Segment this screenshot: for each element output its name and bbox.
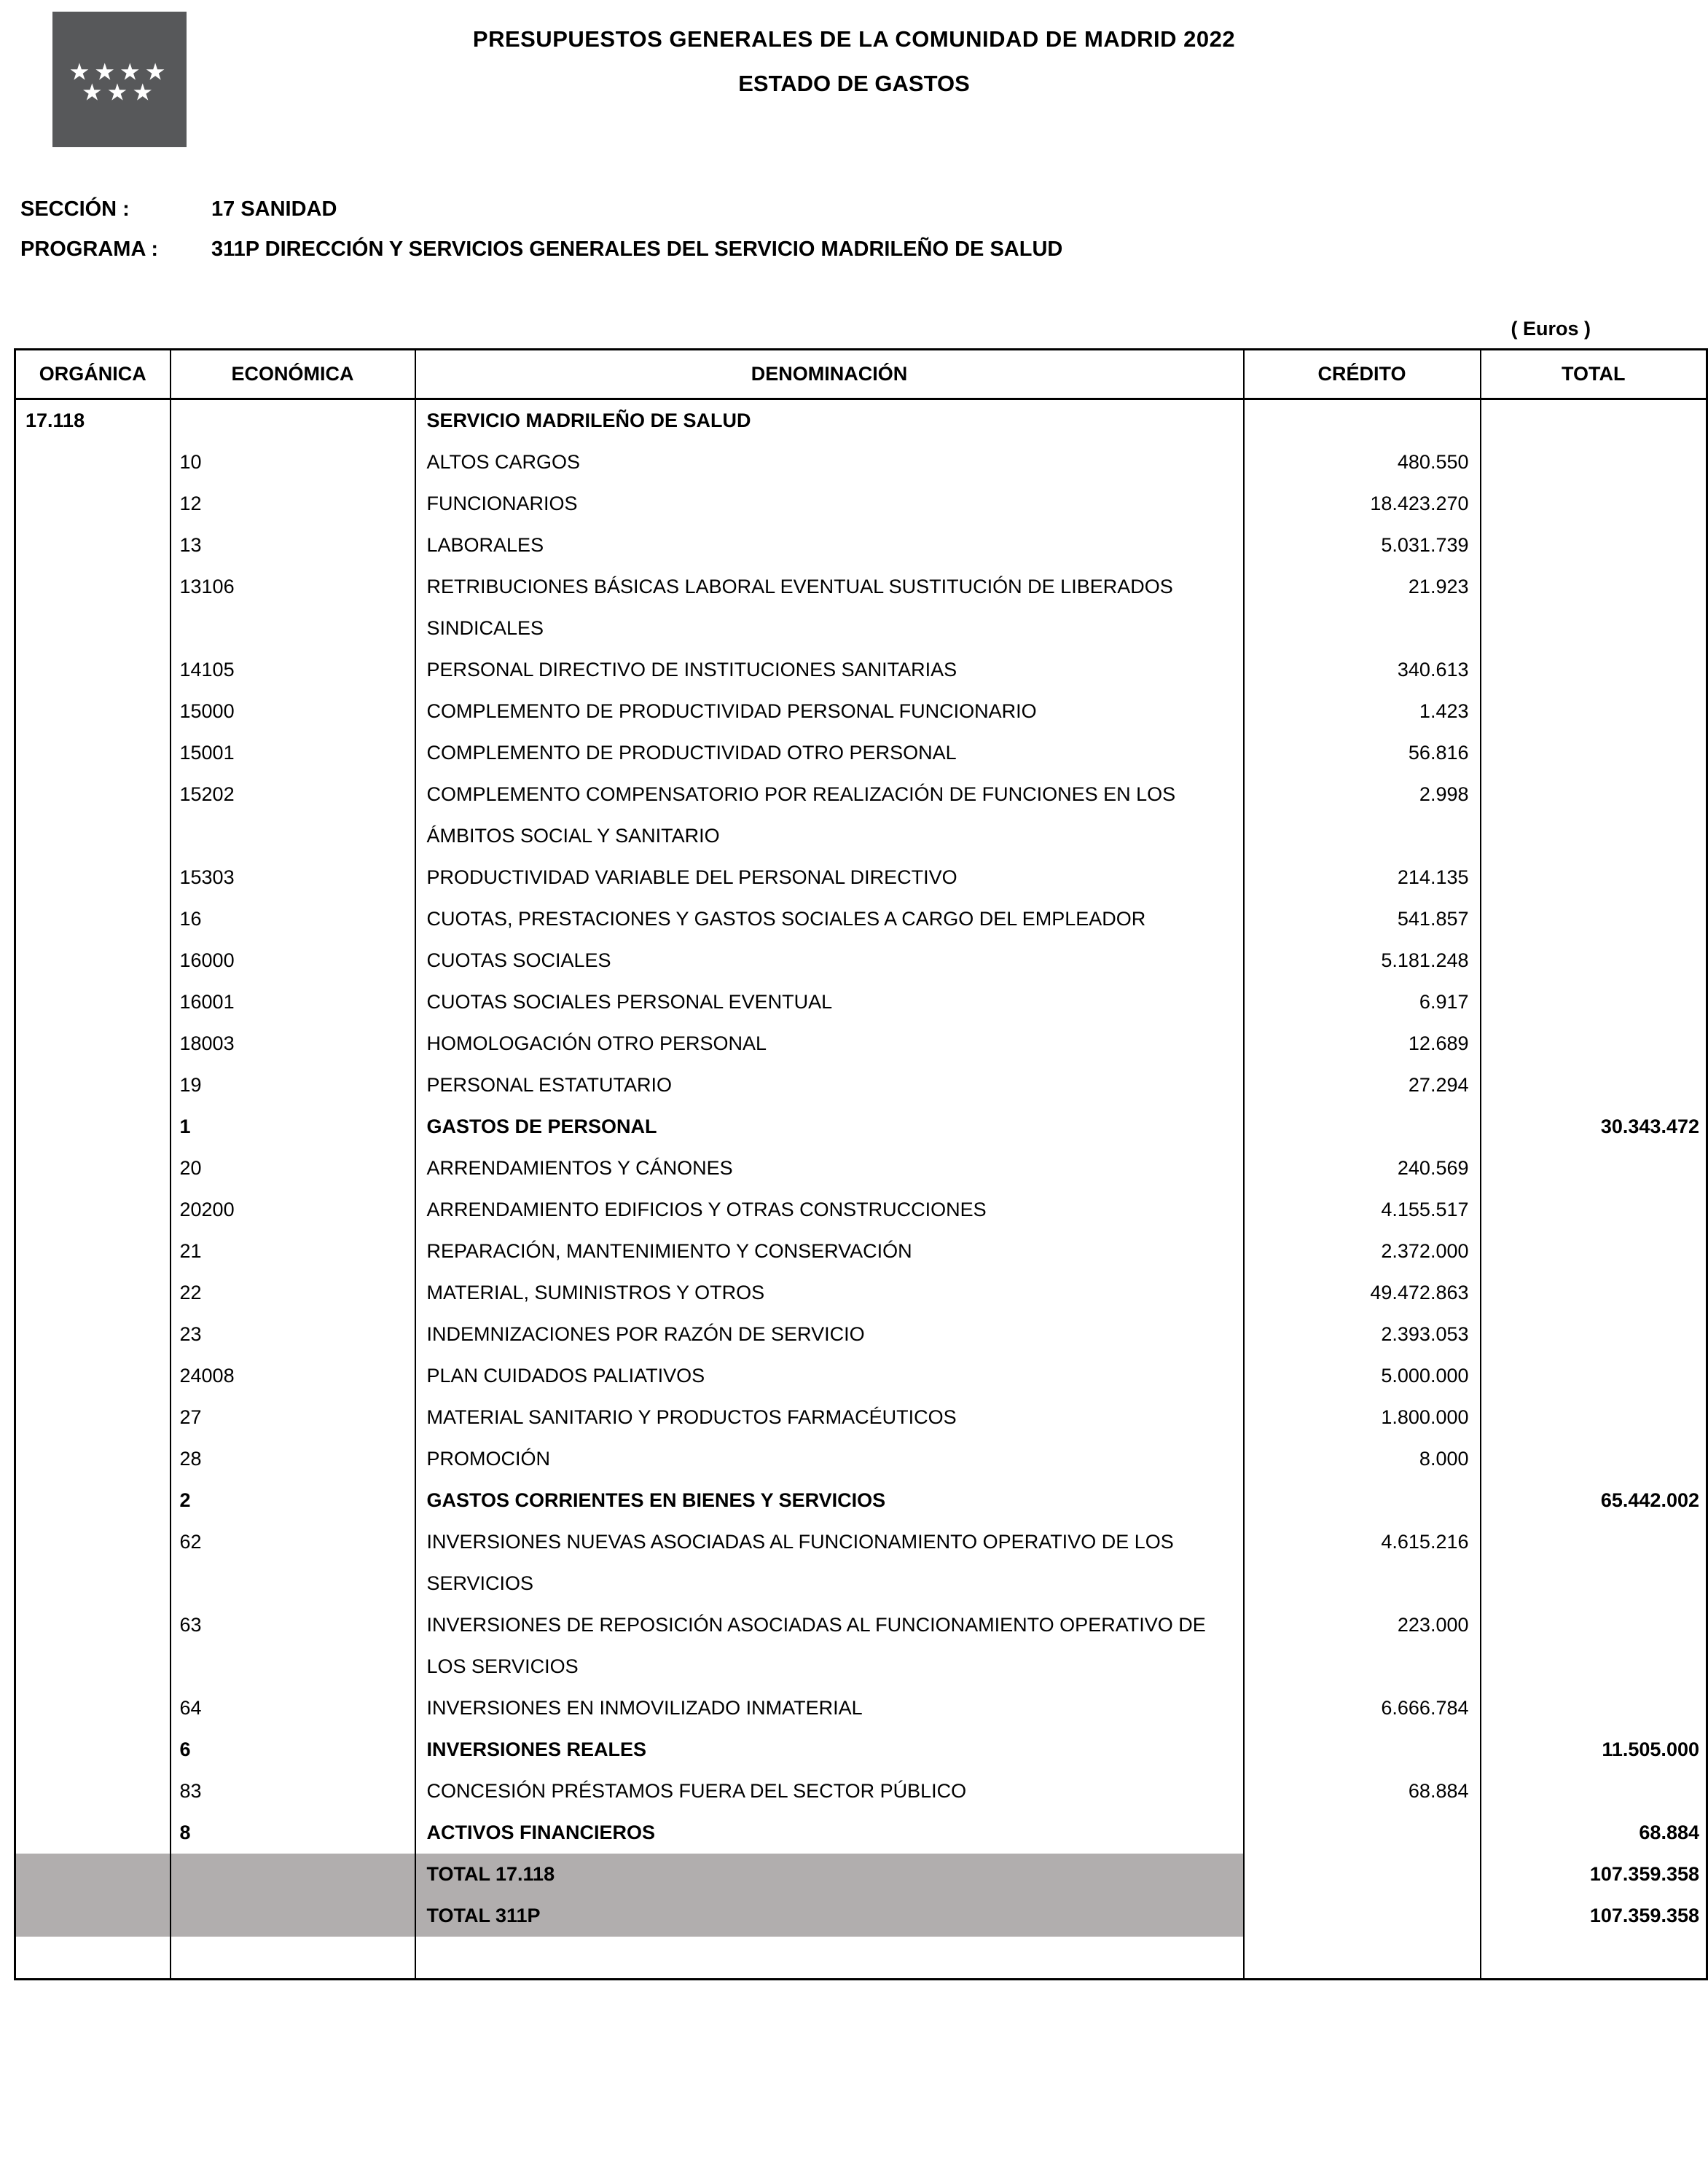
cell-total: [1481, 898, 1707, 940]
cell-credito: [1244, 1480, 1481, 1521]
cell-credito: 5.181.248: [1244, 940, 1481, 981]
cell-total: [1481, 1023, 1707, 1064]
cell-denominacion: CUOTAS SOCIALES: [415, 940, 1244, 981]
cell-economica: 15000: [171, 691, 415, 732]
cell-economica: 22: [171, 1272, 415, 1314]
cell-organica: [15, 940, 171, 981]
cell-economica: 18003: [171, 1023, 415, 1064]
cell-economica: 27: [171, 1397, 415, 1438]
table-row: [15, 1064, 1707, 1106]
cell-total: [1481, 566, 1707, 649]
cell-denominacion: CUOTAS SOCIALES PERSONAL EVENTUAL: [415, 981, 1244, 1023]
cell-credito: [1244, 1812, 1481, 1854]
cell-denominacion: GASTOS DE PERSONAL: [415, 1106, 1244, 1148]
cell-economica: 20: [171, 1148, 415, 1189]
cell-total: [1481, 442, 1707, 483]
cell-economica: 23: [171, 1314, 415, 1355]
cell-organica: [15, 1937, 171, 1979]
cell-denominacion: INDEMNIZACIONES POR RAZÓN DE SERVICIO: [415, 1314, 1244, 1355]
table-row: [15, 1854, 1707, 1895]
cell-credito: 2.998: [1244, 774, 1481, 857]
table-row: [15, 442, 1707, 483]
cell-economica: [171, 399, 415, 442]
cell-denominacion: MATERIAL, SUMINISTROS Y OTROS: [415, 1272, 1244, 1314]
table-row: [15, 1812, 1707, 1854]
cell-economica: 15303: [171, 857, 415, 898]
cell-total: [1481, 399, 1707, 442]
cell-credito: 6.666.784: [1244, 1687, 1481, 1729]
cell-credito: [1244, 1895, 1481, 1937]
cell-credito: 56.816: [1244, 732, 1481, 774]
cell-economica: 10: [171, 442, 415, 483]
cell-denominacion: INVERSIONES NUEVAS ASOCIADAS AL FUNCIONAMIENTO OPERATIVO DE LOS SERVICIOS: [415, 1521, 1244, 1604]
table-row: [15, 1231, 1707, 1272]
cell-economica: 63: [171, 1604, 415, 1687]
budget-table: [14, 348, 1708, 1980]
table-row: [15, 1023, 1707, 1064]
cell-credito: 2.372.000: [1244, 1231, 1481, 1272]
cell-denominacion: REPARACIÓN, MANTENIMIENTO Y CONSERVACIÓN: [415, 1231, 1244, 1272]
table-row: [15, 691, 1707, 732]
cell-organica: [15, 1231, 171, 1272]
cell-organica: [15, 1397, 171, 1438]
cell-credito: 5.031.739: [1244, 525, 1481, 566]
cell-total: 65.442.002: [1481, 1480, 1707, 1521]
cell-denominacion: PLAN CUIDADOS PALIATIVOS: [415, 1355, 1244, 1397]
cell-denominacion: GASTOS CORRIENTES EN BIENES Y SERVICIOS: [415, 1480, 1244, 1521]
cell-credito: 21.923: [1244, 566, 1481, 649]
cell-total: [1481, 691, 1707, 732]
cell-organica: [15, 691, 171, 732]
document-title-block: [0, 26, 1708, 97]
programa-row: [20, 230, 1062, 270]
cell-credito: 480.550: [1244, 442, 1481, 483]
cell-total: [1481, 1397, 1707, 1438]
cell-total: [1481, 525, 1707, 566]
cell-denominacion: ARRENDAMIENTOS Y CÁNONES: [415, 1148, 1244, 1189]
cell-total: 11.505.000: [1481, 1729, 1707, 1771]
table-row: [15, 1355, 1707, 1397]
table-row: [15, 483, 1707, 525]
cell-total: 107.359.358: [1481, 1854, 1707, 1895]
table-row: [15, 732, 1707, 774]
cell-credito: 68.884: [1244, 1771, 1481, 1812]
cell-credito: 240.569: [1244, 1148, 1481, 1189]
cell-organica: [15, 1023, 171, 1064]
cell-organica: [15, 1148, 171, 1189]
table-row: [15, 1771, 1707, 1812]
cell-total: [1481, 1521, 1707, 1604]
seccion-row: [20, 189, 1062, 230]
seccion-label: SECCIÓN :: [20, 197, 130, 221]
cell-total: [1481, 1937, 1707, 1979]
cell-organica: [15, 1480, 171, 1521]
col-header-organica: ORGÁNICA: [15, 350, 171, 399]
cell-organica: [15, 442, 171, 483]
cell-denominacion: INVERSIONES DE REPOSICIÓN ASOCIADAS AL FUNCIONAMIENTO OPERATIVO DE LOS SERVICIOS: [415, 1604, 1244, 1687]
cell-denominacion: CUOTAS, PRESTACIONES Y GASTOS SOCIALES A CARGO DEL EMPLEADOR: [415, 898, 1244, 940]
programa-value: 311P DIRECCIÓN Y SERVICIOS GENERALES DEL SERVICIO MADRILEÑO DE SALUD: [211, 238, 1063, 261]
cell-total: [1481, 1272, 1707, 1314]
cell-denominacion: INVERSIONES REALES: [415, 1729, 1244, 1771]
cell-economica: 14105: [171, 649, 415, 691]
cell-total: 30.343.472: [1481, 1106, 1707, 1148]
page-title: PRESUPUESTOS GENERALES DE LA COMUNIDAD DE MADRID 2022: [472, 26, 1236, 52]
cell-total: [1481, 1438, 1707, 1480]
cell-total: [1481, 732, 1707, 774]
table-row: [15, 1895, 1707, 1937]
cell-economica: 62: [171, 1521, 415, 1604]
cell-organica: [15, 1729, 171, 1771]
cell-economica: 15001: [171, 732, 415, 774]
page-subtitle: ESTADO DE GASTOS: [738, 71, 970, 96]
cell-economica: 1: [171, 1106, 415, 1148]
cell-organica: [15, 1106, 171, 1148]
cell-organica: [15, 525, 171, 566]
col-header-total: TOTAL: [1481, 350, 1707, 399]
cell-credito: 214.135: [1244, 857, 1481, 898]
currency-note: ( Euros ): [1511, 318, 1591, 340]
cell-total: [1481, 1771, 1707, 1812]
cell-total: [1481, 1355, 1707, 1397]
cell-credito: 2.393.053: [1244, 1314, 1481, 1355]
cell-organica: [15, 1812, 171, 1854]
cell-total: [1481, 483, 1707, 525]
cell-organica: [15, 1314, 171, 1355]
cell-credito: [1244, 399, 1481, 442]
cell-denominacion: CONCESIÓN PRÉSTAMOS FUERA DEL SECTOR PÚBLICO: [415, 1771, 1244, 1812]
cell-credito: 8.000: [1244, 1438, 1481, 1480]
table-row: [15, 1521, 1707, 1604]
cell-economica: 12: [171, 483, 415, 525]
cell-organica: [15, 898, 171, 940]
cell-denominacion: PERSONAL DIRECTIVO DE INSTITUCIONES SANITARIAS: [415, 649, 1244, 691]
cell-organica: [15, 1521, 171, 1604]
cell-economica: 24008: [171, 1355, 415, 1397]
table-row: [15, 649, 1707, 691]
cell-total: [1481, 1314, 1707, 1355]
table-row: [15, 525, 1707, 566]
cell-organica: [15, 566, 171, 649]
cell-total: [1481, 1231, 1707, 1272]
cell-organica: [15, 774, 171, 857]
cell-total: [1481, 1064, 1707, 1106]
cell-economica: 21: [171, 1231, 415, 1272]
cell-denominacion: PRODUCTIVIDAD VARIABLE DEL PERSONAL DIRECTIVO: [415, 857, 1244, 898]
cell-total: [1481, 981, 1707, 1023]
cell-organica: [15, 732, 171, 774]
cell-economica: 64: [171, 1687, 415, 1729]
cell-economica: 16001: [171, 981, 415, 1023]
cell-credito: 12.689: [1244, 1023, 1481, 1064]
col-header-credito: CRÉDITO: [1244, 350, 1481, 399]
cell-credito: 49.472.863: [1244, 1272, 1481, 1314]
cell-denominacion: FUNCIONARIOS: [415, 483, 1244, 525]
table-row: [15, 1106, 1707, 1148]
col-header-denominacion: DENOMINACIÓN: [415, 350, 1244, 399]
cell-credito: 541.857: [1244, 898, 1481, 940]
table-row: [15, 1189, 1707, 1231]
programa-label: PROGRAMA :: [20, 238, 159, 261]
cell-economica: 13: [171, 525, 415, 566]
cell-organica: [15, 1272, 171, 1314]
cell-credito: [1244, 1729, 1481, 1771]
cell-denominacion: LABORALES: [415, 525, 1244, 566]
table-row: [15, 1729, 1707, 1771]
cell-credito: 4.615.216: [1244, 1521, 1481, 1604]
cell-denominacion: ARRENDAMIENTO EDIFICIOS Y OTRAS CONSTRUCCIONES: [415, 1189, 1244, 1231]
cell-organica: [15, 1604, 171, 1687]
cell-total: [1481, 1604, 1707, 1687]
table-row: [15, 857, 1707, 898]
cell-denominacion: ACTIVOS FINANCIEROS: [415, 1812, 1244, 1854]
cell-economica: 2: [171, 1480, 415, 1521]
cell-denominacion: TOTAL 311P: [415, 1895, 1244, 1937]
table-row: [15, 1272, 1707, 1314]
cell-denominacion: RETRIBUCIONES BÁSICAS LABORAL EVENTUAL SUSTITUCIÓN DE LIBERADOS SINDICALES: [415, 566, 1244, 649]
cell-denominacion: SERVICIO MADRILEÑO DE SALUD: [415, 399, 1244, 442]
cell-credito: 223.000: [1244, 1604, 1481, 1687]
budget-table-body: [15, 399, 1707, 1980]
cell-denominacion: PROMOCIÓN: [415, 1438, 1244, 1480]
cell-denominacion: ALTOS CARGOS: [415, 442, 1244, 483]
cell-organica: [15, 1438, 171, 1480]
cell-total: [1481, 1148, 1707, 1189]
cell-denominacion: COMPLEMENTO COMPENSATORIO POR REALIZACIÓN DE FUNCIONES EN LOS ÁMBITOS SOCIAL Y SANITARIO: [415, 774, 1244, 857]
cell-economica: 6: [171, 1729, 415, 1771]
cell-organica: [15, 1771, 171, 1812]
cell-economica: 19: [171, 1064, 415, 1106]
cell-denominacion: PERSONAL ESTATUTARIO: [415, 1064, 1244, 1106]
table-header-row: [15, 350, 1707, 399]
cell-credito: 1.423: [1244, 691, 1481, 732]
cell-total: [1481, 1189, 1707, 1231]
table-row: [15, 1438, 1707, 1480]
cell-total: [1481, 1687, 1707, 1729]
cell-economica: [171, 1895, 415, 1937]
cell-organica: [15, 1687, 171, 1729]
cell-organica: [15, 1854, 171, 1895]
cell-credito: [1244, 1937, 1481, 1979]
cell-economica: 16000: [171, 940, 415, 981]
cell-organica: [15, 1355, 171, 1397]
table-row: [15, 1937, 1707, 1979]
cell-organica: [15, 483, 171, 525]
cell-economica: 13106: [171, 566, 415, 649]
cell-economica: 20200: [171, 1189, 415, 1231]
cell-total: [1481, 940, 1707, 981]
cell-denominacion: TOTAL 17.118: [415, 1854, 1244, 1895]
col-header-economica: ECONÓMICA: [171, 350, 415, 399]
cell-denominacion: MATERIAL SANITARIO Y PRODUCTOS FARMACÉUTICOS: [415, 1397, 1244, 1438]
cell-organica: 17.118: [15, 399, 171, 442]
cell-credito: 4.155.517: [1244, 1189, 1481, 1231]
table-row: [15, 1148, 1707, 1189]
cell-credito: 340.613: [1244, 649, 1481, 691]
table-row: [15, 774, 1707, 857]
cell-organica: [15, 649, 171, 691]
logo-stars-row-top: ★★★★: [68, 58, 171, 86]
cell-total: [1481, 774, 1707, 857]
cell-total: [1481, 857, 1707, 898]
table-row: [15, 1604, 1707, 1687]
cell-economica: 8: [171, 1812, 415, 1854]
cell-organica: [15, 1064, 171, 1106]
table-row: [15, 981, 1707, 1023]
seccion-value: 17 SANIDAD: [211, 197, 337, 221]
cell-credito: [1244, 1854, 1481, 1895]
table-row: [15, 1314, 1707, 1355]
cell-credito: 6.917: [1244, 981, 1481, 1023]
cell-economica: 83: [171, 1771, 415, 1812]
cell-denominacion: INVERSIONES EN INMOVILIZADO INMATERIAL: [415, 1687, 1244, 1729]
table-row: [15, 1687, 1707, 1729]
cell-economica: 16: [171, 898, 415, 940]
cell-total: 107.359.358: [1481, 1895, 1707, 1937]
cell-credito: 1.800.000: [1244, 1397, 1481, 1438]
cell-organica: [15, 1895, 171, 1937]
table-row: [15, 940, 1707, 981]
cell-denominacion: HOMOLOGACIÓN OTRO PERSONAL: [415, 1023, 1244, 1064]
table-row: [15, 566, 1707, 649]
cell-economica: 28: [171, 1438, 415, 1480]
cell-total: 68.884: [1481, 1812, 1707, 1854]
cell-economica: [171, 1854, 415, 1895]
cell-total: [1481, 649, 1707, 691]
cell-economica: 15202: [171, 774, 415, 857]
table-row: [15, 399, 1707, 442]
cell-economica: [171, 1937, 415, 1979]
cell-credito: 18.423.270: [1244, 483, 1481, 525]
cell-denominacion: COMPLEMENTO DE PRODUCTIVIDAD OTRO PERSONAL: [415, 732, 1244, 774]
cell-denominacion: [415, 1937, 1244, 1979]
cell-credito: 5.000.000: [1244, 1355, 1481, 1397]
cell-credito: [1244, 1106, 1481, 1148]
table-row: [15, 1480, 1707, 1521]
cell-organica: [15, 857, 171, 898]
table-row: [15, 898, 1707, 940]
table-row: [15, 1397, 1707, 1438]
section-program-block: [20, 189, 1062, 270]
cell-organica: [15, 1189, 171, 1231]
cell-organica: [15, 981, 171, 1023]
cell-denominacion: COMPLEMENTO DE PRODUCTIVIDAD PERSONAL FUNCIONARIO: [415, 691, 1244, 732]
cell-credito: 27.294: [1244, 1064, 1481, 1106]
logo-stars-row-bottom: ★★★: [81, 78, 158, 106]
